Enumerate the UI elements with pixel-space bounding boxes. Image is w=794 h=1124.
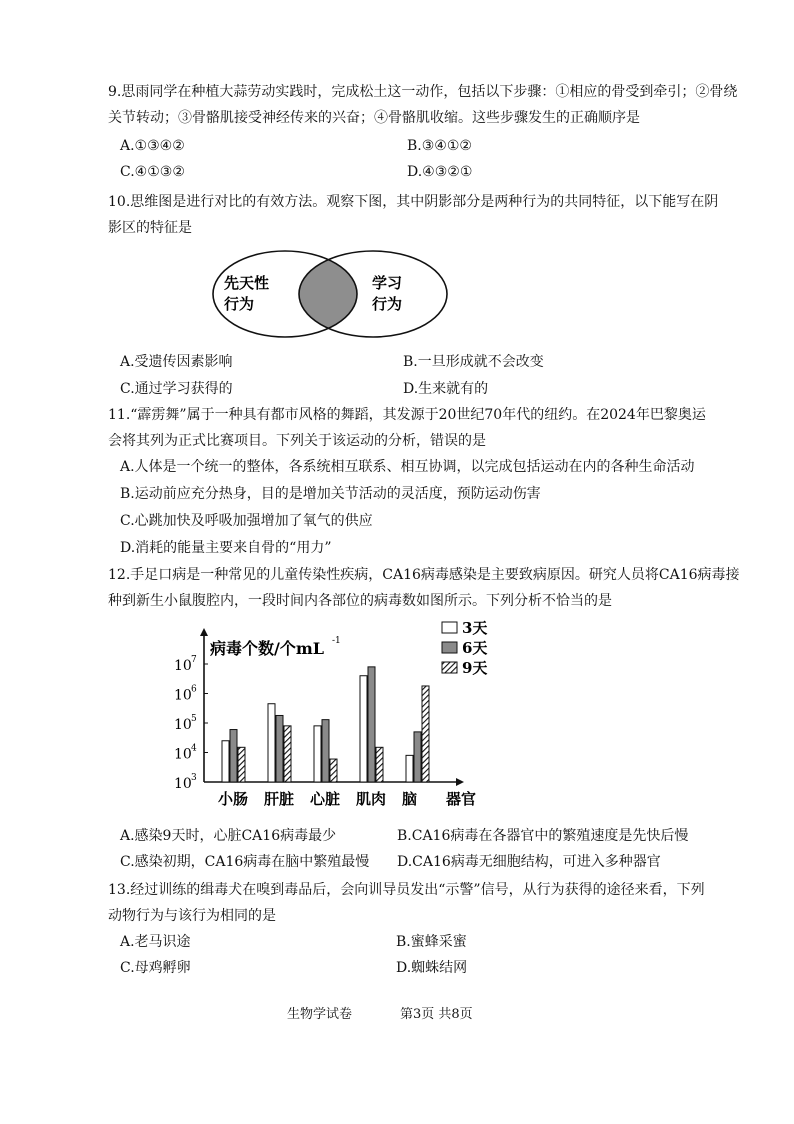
- q12-option-a: A.感染9天时，心脏CA16病毒最少: [120, 828, 337, 844]
- bar-脑-6天: [414, 732, 421, 782]
- q12-stem-line2: 种到新生小鼠腹腔内，一段时间内各部位的病毒数如图所示。下列分析不恰当的是: [108, 593, 612, 609]
- q11-option-d: D.消耗的能量主要来自骨的“用力”: [120, 540, 332, 556]
- bar-心脏-9天: [330, 759, 337, 782]
- q11-option-b: B.运动前应充分热身，目的是增加关节活动的灵活度，预防运动伤害: [120, 486, 541, 502]
- legend-label: 3天: [462, 619, 488, 637]
- q11-stem-line1: 11.“霹雳舞”属于一种具有都市风格的舞蹈，其发源于20世纪70年代的纽约。在2024年巴黎奥运: [108, 407, 706, 423]
- y-axis-label: 病毒个数/个mL: [210, 639, 325, 658]
- y-axis-arrow: [200, 628, 208, 636]
- y-tick-label: 10: [174, 687, 192, 704]
- bar-脑-3天: [406, 755, 413, 782]
- q10-option-b: B.一旦形成就不会改变: [403, 354, 544, 370]
- bar-心脏-3天: [314, 726, 321, 782]
- q9-option-b: B.③④①②: [407, 138, 472, 154]
- y-tick-label: 10: [174, 658, 192, 674]
- q9-stem-line1: 9.思雨同学在种植大蒜劳动实践时，完成松土这一动作，包括以下步骤：①相应的骨受到牵引；②骨绕: [108, 84, 738, 100]
- q12-option-c: C.感染初期，CA16病毒在脑中繁殖最慢: [120, 854, 370, 870]
- venn-diagram: [210, 248, 450, 340]
- q10-stem-line1: 10.思维图是进行对比的有效方法。观察下图，其中阴影部分是两种行为的共同特征，以下能写在阴: [108, 194, 719, 210]
- bar-肝脏-9天: [284, 726, 291, 782]
- legend-label: 6天: [462, 639, 488, 657]
- y-tick-exponent: 4: [191, 743, 197, 754]
- bar-心脏-6天: [322, 720, 329, 782]
- q9-stem-line2: 关节转动；③骨骼肌接受神经传来的兴奋；④骨骼肌收缩。这些步骤发生的正确顺序是: [108, 110, 640, 126]
- q13-option-d: D.蜘蛛结网: [396, 960, 468, 976]
- venn-right-label-line1: 学习: [372, 274, 403, 292]
- x-tick-label: 肌肉: [356, 790, 387, 808]
- x-axis-label: 器官: [446, 790, 477, 808]
- q12-stem-line1: 12.手足口病是一种常见的儿童传染性疾病，CA16病毒感染是主要致病原因。研究人员将CA16病毒接: [108, 567, 740, 583]
- q12-option-d: D.CA16病毒无细胞结构，可进入多种器官: [397, 854, 661, 870]
- legend-swatch-3天: [442, 622, 457, 633]
- bar-肝脏-6天: [276, 715, 283, 782]
- footer-page-number: 第3页 共8页: [400, 1007, 473, 1022]
- venn-left-label-line1: 先天性: [224, 274, 270, 292]
- x-axis-arrow: [456, 778, 464, 786]
- footer-subject: 生物学试卷: [287, 1007, 353, 1022]
- q9-option-c: C.④①③②: [120, 164, 185, 180]
- y-tick-exponent: 7: [191, 655, 197, 665]
- q10-stem-line2: 影区的特征是: [108, 220, 192, 236]
- q11-option-a: A.人体是一个统一的整体，各系统相互联系、相互协调，以完成包括运动在内的各种生命活动: [120, 459, 695, 475]
- y-tick-label: 10: [174, 776, 192, 792]
- legend-swatch-6天: [442, 642, 457, 653]
- x-tick-label: 小肠: [218, 790, 249, 808]
- bar-肌肉-3天: [360, 676, 367, 782]
- q9-option-a: A.①③④②: [120, 138, 185, 154]
- x-tick-label: 肝脏: [264, 790, 295, 808]
- q13-stem-line1: 13.经过训练的缉毒犬在嗅到毒品后，会向训导员发出“示警”信号，从行为获得的途径来看，下列: [108, 882, 705, 898]
- bar-小肠-6天: [230, 730, 237, 782]
- y-axis-label-superscript: -1: [332, 636, 341, 646]
- bar-小肠-9天: [238, 747, 245, 782]
- y-tick-label: 10: [174, 746, 192, 763]
- bar-肝脏-3天: [268, 704, 275, 782]
- bar-脑-9天: [422, 686, 429, 782]
- bar-小肠-3天: [222, 741, 229, 782]
- q10-option-a: A.受遗传因素影响: [120, 354, 233, 370]
- q12-option-b: B.CA16病毒在各器官中的繁殖速度是先快后慢: [397, 828, 689, 844]
- q10-option-d: D.生来就有的: [403, 381, 489, 397]
- y-tick-exponent: 5: [191, 714, 197, 724]
- q13-option-c: C.母鸡孵卵: [120, 960, 191, 976]
- bar-肌肉-9天: [376, 747, 383, 782]
- q13-stem-line2: 动物行为与该行为相同的是: [108, 908, 276, 924]
- y-tick-label: 10: [174, 717, 192, 733]
- q9-option-d: D.④③②①: [407, 164, 473, 180]
- venn-left-label-line2: 行为: [224, 295, 255, 313]
- virus-count-chart: [160, 612, 500, 817]
- legend-label: 9天: [462, 659, 488, 677]
- bar-肌肉-6天: [368, 667, 375, 782]
- x-tick-label: 脑: [402, 790, 418, 808]
- q13-option-b: B.蜜蜂采蜜: [396, 934, 467, 950]
- q11-stem-line2: 会将其列为正式比赛项目。下列关于该运动的分析，错误的是: [108, 433, 486, 449]
- y-tick-exponent: 6: [191, 684, 197, 695]
- legend-swatch-9天: [442, 662, 457, 673]
- q13-option-a: A.老马识途: [120, 934, 191, 950]
- y-tick-exponent: 3: [191, 773, 197, 783]
- venn-right-label-line2: 行为: [372, 295, 403, 313]
- q11-option-c: C.心跳加快及呼吸加强增加了氧气的供应: [120, 513, 373, 529]
- x-tick-label: 心脏: [310, 790, 341, 808]
- q10-option-c: C.通过学习获得的: [120, 381, 233, 397]
